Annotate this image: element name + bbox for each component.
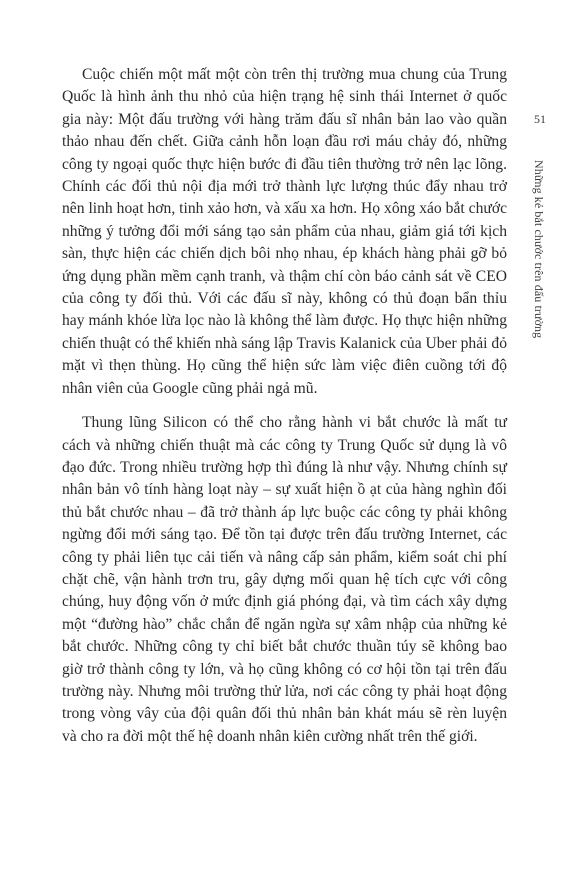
- running-head: Những kẻ bắt chước trên đấu trường: [532, 160, 546, 339]
- page-number: 51: [534, 112, 546, 126]
- body-text: [62, 64, 507, 748]
- paragraph-1: Cuộc chiến một mất một còn trên thị trường mua chung của Trung Quốc là hình ảnh thu nhỏ của hiện trạng hệ sinh thái Internet ở quốc gia này: Một đấu trường với hàng trăm đấu sĩ nhân bản lao vào quần thảo nhau đến chết. Giữa cảnh hỗn loạn đầu rơi máu chảy đó, những công ty ngoại quốc thực hiện bước đi đầu tiên thường trở nên lạc lõng. Chính các đối thủ nội địa mới trở thành lực lượng thúc đẩy nhau trở nên linh hoạt hơn, tinh xảo hơn, và xấu xa hơn. Họ xông xáo bắt chước những ý tưởng đổi mới sáng tạo sản phẩm của nhau, giảm giá tới kịch sàn, thực hiện các chiến dịch bôi nhọ nhau, ép khách hàng phải gỡ bỏ ứng dụng phần mềm cạnh tranh, và thậm chí còn báo cảnh sát về CEO của công ty đối thủ. Với các đấu sĩ này, không có thủ đoạn bẩn thỉu hay mánh khóe lừa lọc nào là không thể làm được. Họ thực hiện những chiến thuật có thể khiến nhà sáng lập Travis Kalanick của Uber phải đỏ mặt vì thẹn thùng. Họ cũng thể hiện sức làm việc điên cuồng tới độ nhân viên của Google cũng phải ngả mũ.: [62, 66, 507, 397]
- paragraph-2: Thung lũng Silicon có thể cho rằng hành vi bắt chước là mất tư cách và những chiến thuật mà các công ty Trung Quốc sử dụng là vô đạo đức. Trong nhiều trường hợp thì đúng là như vậy. Nhưng chính sự nhân bản vô tính hàng loạt này – sự xuất hiện ồ ạt của hàng nghìn đối thủ bắt chước nhau – đã trở thành áp lực buộc các công ty phải không ngừng đổi mới sáng tạo. Để tồn tại được trên đấu trường Internet, các công ty phải liên tục cải tiến và nâng cấp sản phẩm, kiểm soát chi phí chặt chẽ, vận hành trơn tru, gây dựng mối quan hệ tích cực với công chúng, huy động vốn ở mức định giá phóng đại, và tìm cách xây dựng một “đường hào” chắc chắn để ngăn ngừa sự xâm nhập của những kẻ bắt chước. Những công ty chỉ biết bắt chước thuần túy sẽ không bao giờ trở thành công ty lớn, và họ cũng không có cơ hội tồn tại trên đấu trường này. Nhưng môi trường thử lửa, nơi các công ty phải hoạt động trong vòng vây của đội quân đối thủ nhân bản khát máu sẽ rèn luyện và cho ra đời một thế hệ doanh nhân kiên cường nhất trên thế giới.: [62, 414, 507, 745]
